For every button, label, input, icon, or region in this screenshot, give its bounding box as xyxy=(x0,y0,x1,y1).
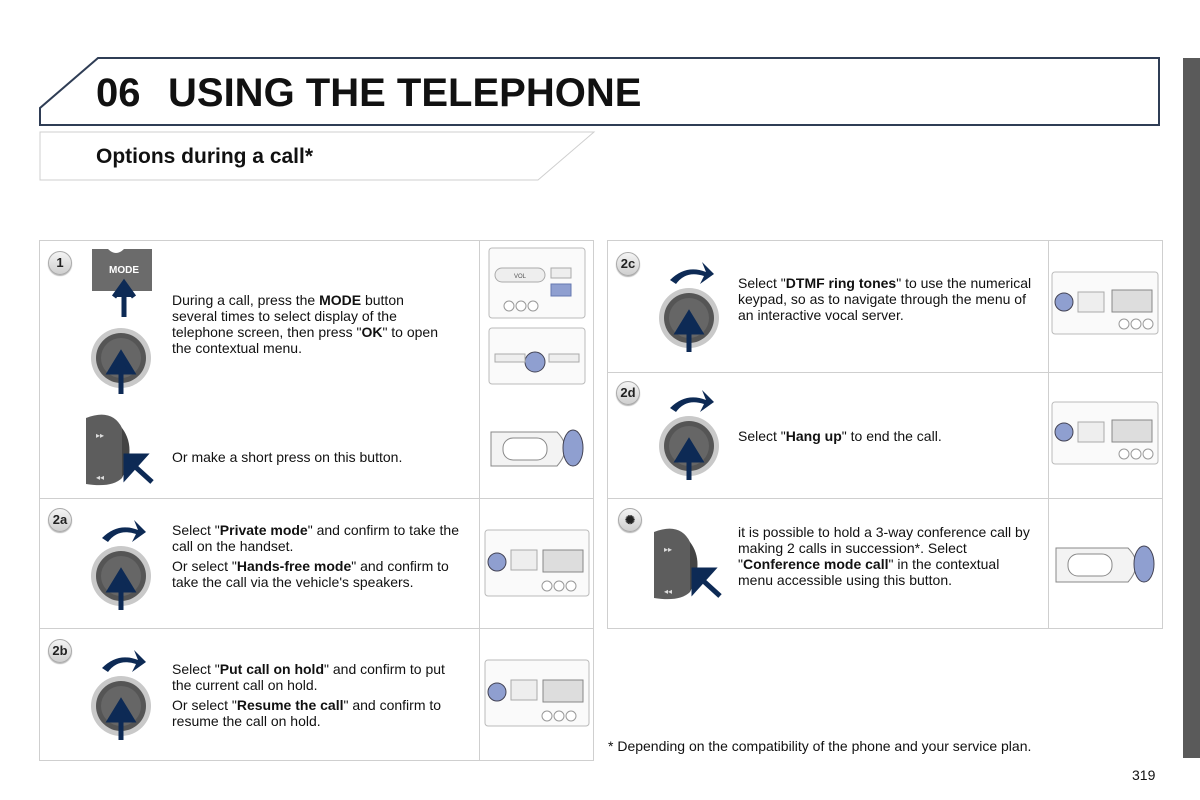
svg-text:▸▸: ▸▸ xyxy=(96,431,105,440)
mode-button-illustration xyxy=(88,245,158,325)
steering-control-illustration xyxy=(82,408,158,488)
knob-rotate-illustration xyxy=(656,256,722,356)
step-badge: 1 xyxy=(48,251,72,275)
step-2d-text: Select "Hang up" to end the call. xyxy=(738,428,942,444)
knob-rotate-illustration xyxy=(88,514,154,614)
radio-panel-illustration xyxy=(483,658,591,728)
lightbulb-icon: ✺ xyxy=(618,508,642,532)
tip-text: it is possible to hold a 3-way conference call by making 2 calls in succession*. Select "Conference mode call" in the contextual menu accessible using this button. xyxy=(738,524,1030,588)
mode-label: MODE xyxy=(109,265,139,276)
step-badge: 2d xyxy=(616,381,640,405)
radio-panel-illustration xyxy=(1050,400,1160,466)
chapter-number: 06 xyxy=(96,71,141,115)
chapter-title: USING THE TELEPHONE xyxy=(168,71,642,115)
radio-panel-illustration xyxy=(483,528,591,598)
radio-panel-illustration xyxy=(487,246,587,321)
svg-text:◂◂: ◂◂ xyxy=(664,587,673,596)
step-2b-text: Select "Put call on hold" and confirm to put the current call on hold. Or select "Resume the call" and confirm to resume the call on hold. xyxy=(172,661,445,729)
side-tab-bar xyxy=(1183,58,1200,758)
svg-text:◂◂: ◂◂ xyxy=(96,473,105,482)
step-2c-text: Select "DTMF ring tones" to use the numerical keypad, so as to navigate through the menu of an interactive vocal server. xyxy=(738,275,1032,323)
step-badge: 2b xyxy=(48,639,72,663)
knob-rotate-illustration xyxy=(656,384,722,484)
knob-rotate-illustration xyxy=(88,644,154,744)
step-badge: 2c xyxy=(616,252,640,276)
section-title: Options during a call* xyxy=(96,145,314,168)
step-2a-text: Select "Private mode" and confirm to take the call on the handset. Or select "Hands-free mode" and confirm to take the call via the vehicle's speakers. xyxy=(172,522,459,590)
steering-stalk-illustration xyxy=(487,418,587,478)
ok-knob-illustration xyxy=(88,324,154,396)
vol-label: VOL xyxy=(513,274,527,280)
step-1-text-2: Or make a short press on this button. xyxy=(172,449,403,465)
svg-text:▸▸: ▸▸ xyxy=(664,545,673,554)
footnote: * Depending on the compatibility of the phone and your service plan. xyxy=(608,738,1032,754)
radio-knob-panel-illustration xyxy=(487,326,587,388)
radio-panel-illustration xyxy=(1050,270,1160,336)
step-badge: 2a xyxy=(48,508,72,532)
step-1-text: During a call, press the MODE button several times to select display of the telephone screen, then press "OK" to open the contextual menu. xyxy=(172,292,439,356)
steering-control-illustration xyxy=(650,522,726,602)
page-number: 319 xyxy=(1132,767,1156,783)
steering-stalk-illustration xyxy=(1052,534,1158,594)
